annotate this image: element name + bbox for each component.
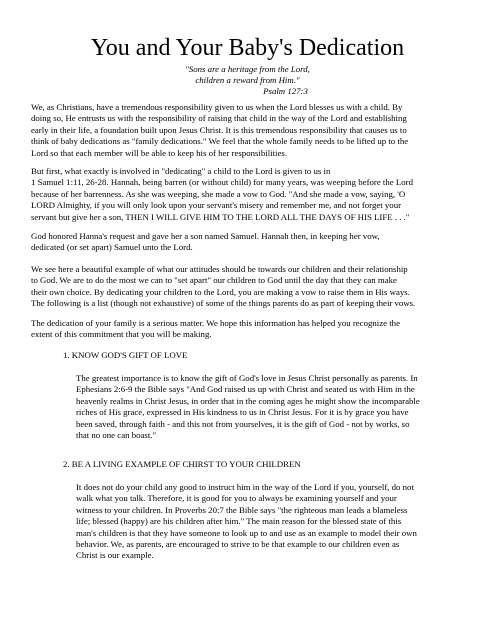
paragraph-samuel — [31, 231, 471, 254]
list-item-body — [76, 482, 481, 562]
epigraph-reference: Psalm 127:3 — [263, 86, 308, 96]
paragraph-line: think of baby dedications as "family dedications." We feel that the whole family needs to be lifted up to the — [31, 136, 409, 147]
list-item-line: heavenly realms in Christ Jesus, in order that in the coming ages he might show the incomparable — [76, 395, 420, 406]
list-item-line: It does not do your child any good to instruct him in the way of the Lord if you, yourself, do not — [76, 482, 414, 492]
paragraph-line: 1 Samuel 1:11, 26-28. Hannah, being barren (or without child) for many years, was weeping before the Lord — [31, 177, 413, 188]
paragraph-line: early in their life, a foundation built upon Jesus Christ. It is this tremendous responsibility that causes us to — [31, 124, 407, 135]
list-item-heading: 2. BE A LIVING EXAMPLE OF CHIRST TO YOUR CHILDREN — [63, 459, 301, 469]
list-item-line: witness to your children. In Proverbs 20:7 the Bible says "the righteous man leads a blameless — [76, 504, 408, 515]
paragraph-line: We see here a beautiful example of what our attitudes should be towards our children and their relationship — [31, 264, 408, 274]
list-item-line: life; blessed (happy) are his children after him." The main reason for the blessed state of this — [76, 516, 402, 527]
list-item-line: man's children is that they have someone to look up to and use as an example to model their own — [76, 527, 417, 538]
paragraph-line: dedicated (or set apart) Samuel unto the Lord. — [31, 242, 193, 253]
list-item-line: been saved, through faith - and this not from yourselves, it is the gift of God - not by works, so — [76, 418, 410, 429]
paragraph-line: to God. We are to do the most we can to "set apart" our children to God until the day that they can make — [31, 275, 397, 286]
paragraph-example — [31, 264, 471, 310]
paragraph-line: Lord so that each member will be able to keep his of her responsibilities. — [31, 147, 288, 158]
paragraph-hannah — [31, 166, 471, 223]
list-item-line: that no one can boast." — [76, 430, 157, 441]
list-item-body — [76, 373, 481, 441]
paragraph-line: The dedication of your family is a serious matter. We hope this information has helped you recognize the — [31, 318, 400, 328]
epigraph-line-1: "Sons are a heritage from the Lord, — [185, 64, 310, 74]
list-item-line: Christ is our example. — [76, 550, 154, 561]
paragraph-serious — [31, 318, 471, 341]
paragraph-line: doing so, He entrusts us with the responsibility of raising that child in the way of the Lord and establishing — [31, 113, 407, 124]
epigraph-line-2: children a reward from Him." — [195, 75, 300, 85]
list-item-heading: 1. KNOW GOD'S GIFT OF LOVE — [63, 350, 188, 360]
epigraph — [0, 64, 495, 97]
paragraph-line: extent of this commitment that you will be making. — [31, 329, 212, 340]
paragraph-line: LORD Almighty, if you will only look upon your servant's misery and remember me, and not forget your — [31, 200, 402, 211]
paragraph-line: The following is a list (though not exhaustive) of some of the things parents do as part of keeping their vows. — [31, 298, 416, 309]
paragraph-line: God honored Hanna's request and gave her a son named Samuel. Hannah then, in keeping her vow, — [31, 231, 380, 241]
list-item-line: Ephesians 2:6-9 the Bible says "And God raised us up with Christ and seated us with Him in the — [76, 384, 415, 395]
list-item-line: behavior. We, as parents, are encouraged to strive to be that example to our children even as — [76, 539, 400, 550]
list-item-line: walk what you talk. Therefore, it is good for you to always be examining yourself and your — [76, 493, 397, 504]
list-item-line: The greatest importance is to know the gift of God's love in Jesus Christ personally as parents. In — [76, 373, 418, 383]
paragraph-intro — [31, 102, 471, 159]
paragraph-line: their own choice. By dedicating your children to the Lord, you are making a vow to raise them in His ways. — [31, 286, 410, 297]
list-item-line: riches of His grace, expressed in His kindness to us in Christ Jesus. For it is by grace you have — [76, 407, 409, 418]
paragraph-line: We, as Christians, have a tremendous responsibility given to us when the Lord blesses us with a child. By — [31, 102, 403, 112]
page-title: You and Your Baby's Dedication — [90, 35, 405, 61]
paragraph-line: because of her barrenness. As she was weeping, she made a vow to God. "And she made a vow, saying, 'O — [31, 188, 406, 199]
paragraph-line: But first, what exactly is involved in "dedicating" a child to the Lord is given to us in — [31, 166, 331, 176]
paragraph-line: servant but give her a son, THEN I WILL GIVE HIM TO THE LORD ALL THE DAYS OF HIS LIFE . . ." — [31, 211, 410, 222]
